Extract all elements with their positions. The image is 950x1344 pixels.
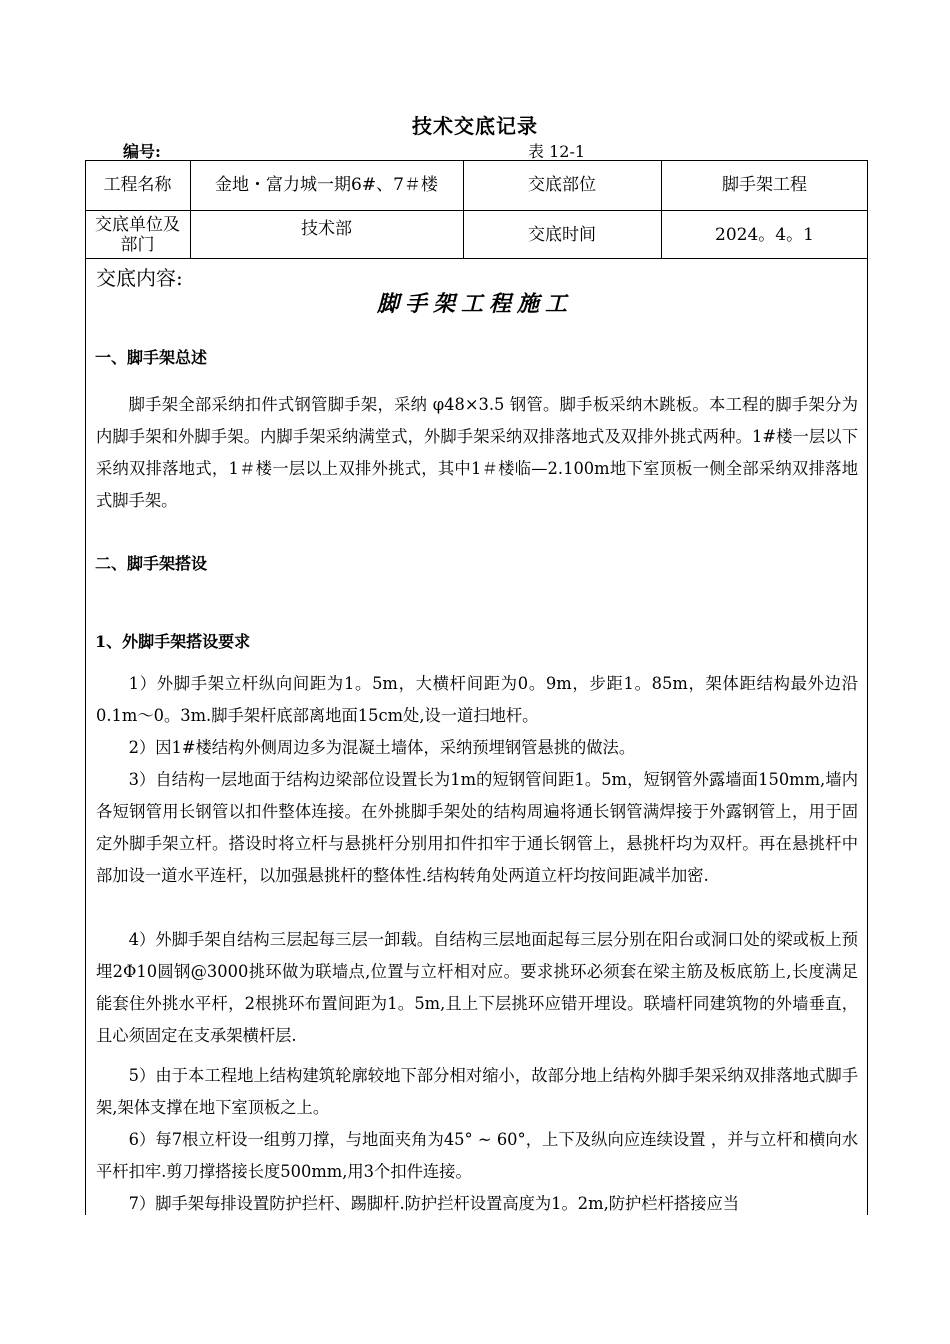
part-label: 交底部位 [528, 175, 596, 195]
section-heading: 一、脚手架总述 [95, 348, 208, 367]
list-item: 2）因1#楼结构外侧周边多为混凝土墙体，采纳预埋钢管悬挑的做法。 [128, 738, 636, 757]
table-row-divider [85, 258, 868, 259]
part-value: 脚手架工程 [722, 175, 807, 195]
section-heading: 二、脚手架搭设 [95, 554, 208, 573]
project-name-label: 工程名称 [103, 175, 172, 195]
content-label: 交底内容: [96, 266, 183, 290]
document-title: 技术交底记录 [412, 114, 538, 138]
list-item: 1）外脚手架立杆纵向间距为1。5m，大横杆间距为0。9m，步距1。85m，架体距结构最外边沿0.1m～0。3m.脚手架杆底部离地面15cm处,设一道扫地杆。 [96, 674, 858, 725]
unit-label: 交底单位及部门 [95, 214, 180, 255]
unit-value: 技术部 [301, 219, 352, 239]
list-item: 5）由于本工程地上结构建筑轮廓较地下部分相对缩小，故部分地上结构外脚手架采纳双排落地式脚手架,架体支撑在地下室顶板之上。 [96, 1066, 858, 1117]
list-item: 6）每7根立杆设一组剪刀撑，与地面夹角为45° ~ 60°，上下及纵向应连续设置 ，并与立杆和横向水平杆扣牢.剪刀撑搭接长度500mm,用3个扣件连接。 [96, 1130, 858, 1181]
list-item: 3）自结构一层地面于结构边梁部位设置长为1m的短钢管间距1。5m，短钢管外露墙面150mm,墙内各短钢管用长钢管以扣件整体连接。在外挑脚手架处的结构周遍将通长钢管满焊接于外露钢管上，用于固定外脚手架立杆。搭设时将立杆与悬挑杆分别用扣件扣牢于通长钢管上，悬挑杆均为双杆。再在悬挑杆中部加设一道水平连杆，以加强悬挑杆的整体性.结构转角处两道立杆均按间距减半加密. [96, 770, 858, 885]
form-number: 表 12-1 [528, 142, 586, 161]
project-name-value: 金地・富力城一期6#、7＃楼 [215, 175, 438, 195]
time-label: 交底时间 [528, 224, 596, 245]
main-title: 脚手架工程施工 [376, 291, 573, 317]
time-value: 2024。4。1 [715, 224, 814, 245]
paragraph: 脚手架全部采纳扣件式钢管脚手架，采纳 φ48×3.5 钢管。脚手板采纳木跳板。本工程的脚手架分为内脚手架和外脚手架。内脚手架采纳满堂式，外脚手架采纳双排落地式及双排外挑式两种。1#楼一层以下采纳双排落地式，1＃楼一层以上双排外挑式，其中1＃楼临—2.100m地下室顶板一侧全部采纳双排落地式脚手架。 [96, 395, 858, 510]
code-label: 编号: [123, 142, 161, 161]
sub-heading: 1、外脚手架搭设要求 [95, 632, 251, 651]
list-item: 7）脚手架每排设置防护拦杆、踢脚杆.防护拦杆设置高度为1。2m,防护栏杆搭接应当 [128, 1194, 740, 1213]
list-item: 4）外脚手架自结构三层起每三层一卸载。自结构三层地面起每三层分别在阳台或洞口处的梁或板上预埋2Φ10圆钢@3000挑环做为联墙点,位置与立杆相对应。要求挑环必须套在梁主筋及板底筋上,长度满足能套住外挑水平杆，2根挑环布置间距为1。5m,且上下层挑环应错开埋设。联墙杆同建筑物的外墙垂直，且心须固定在支承架横杆层. [96, 930, 858, 1045]
